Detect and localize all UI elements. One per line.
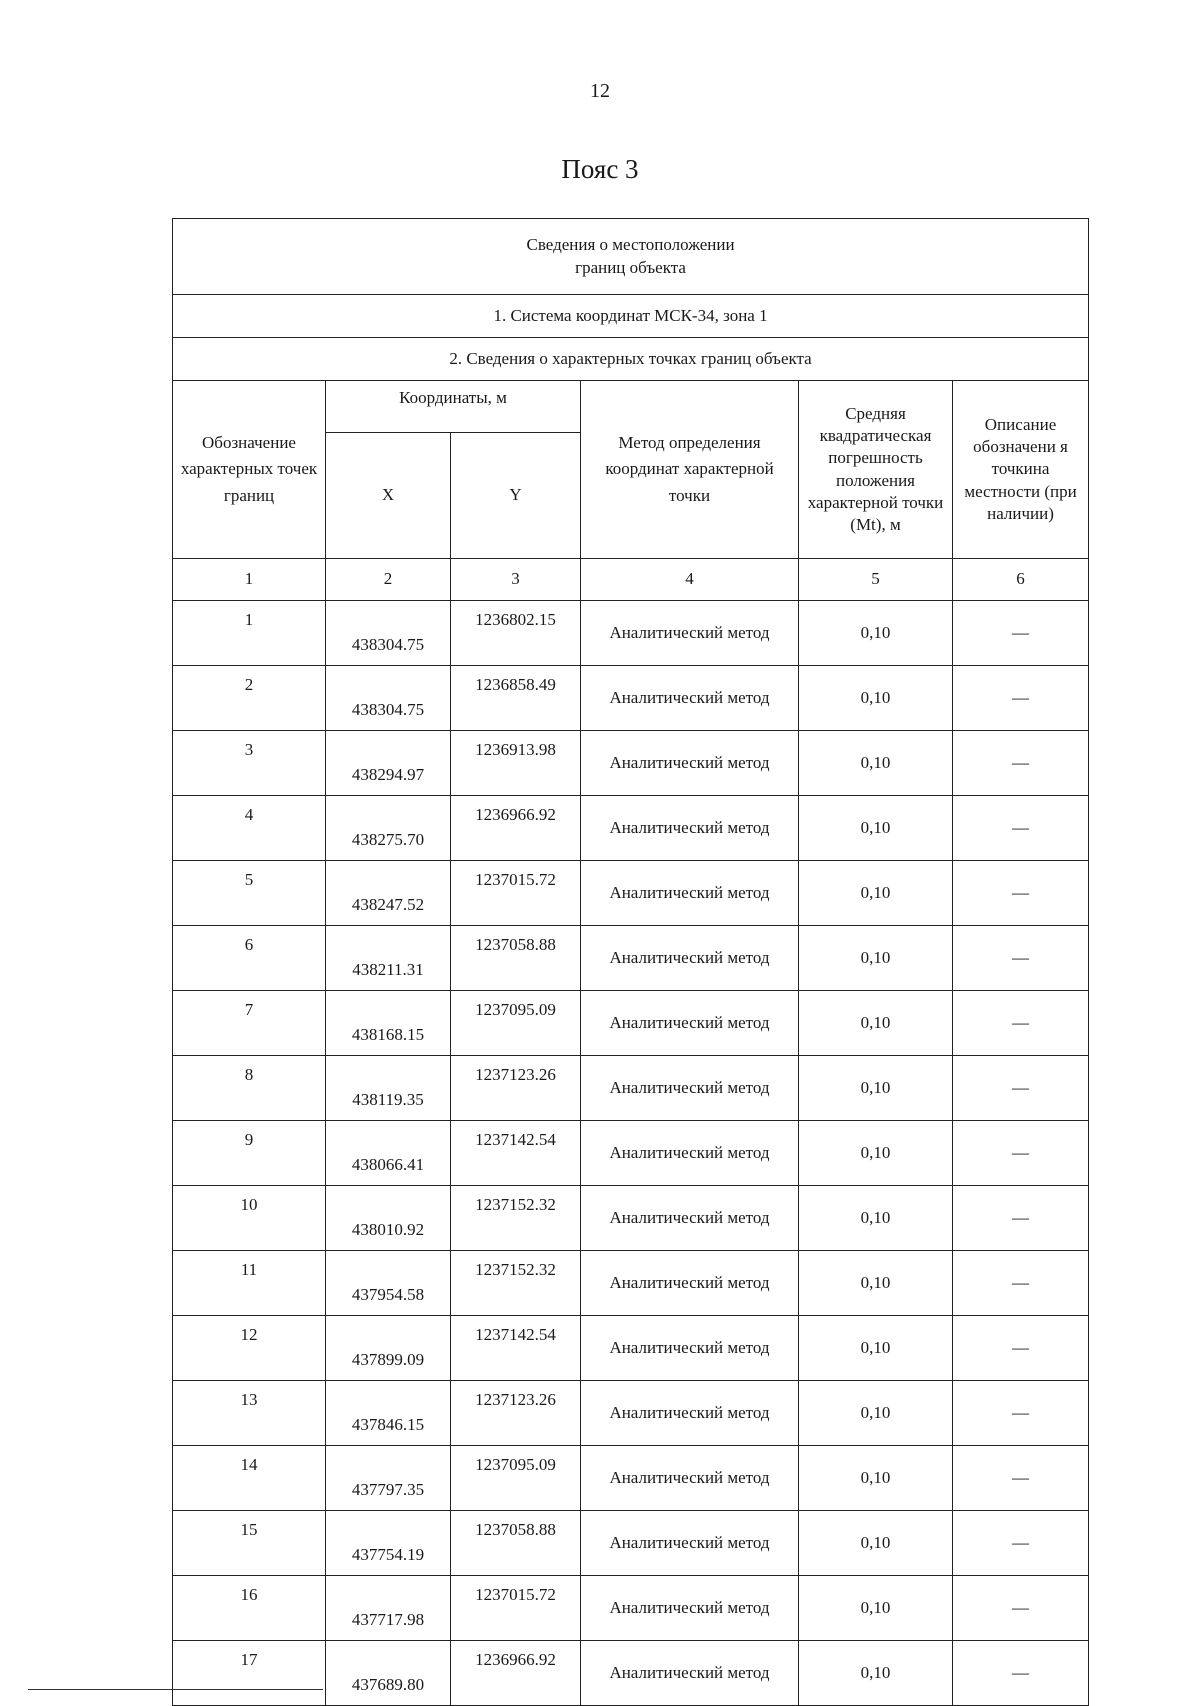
method-cell: Аналитический метод: [581, 1446, 799, 1511]
section-title-line1: Сведения о местоположении: [526, 234, 735, 254]
table-row: [173, 1316, 1089, 1381]
header-description: Описание обозначени я точкина местности (при наличии): [953, 381, 1089, 559]
point-id-cell: 8: [173, 1056, 326, 1121]
point-id-cell: 6: [173, 926, 326, 991]
method-cell: Аналитический метод: [581, 731, 799, 796]
error-cell: 0,10: [799, 1576, 953, 1641]
description-cell: —: [953, 1316, 1089, 1381]
x-coordinate-cell: 438066.41: [326, 1121, 451, 1186]
method-cell: Аналитический метод: [581, 1381, 799, 1446]
point-id-cell: 10: [173, 1186, 326, 1251]
column-number: 1: [173, 559, 326, 601]
description-cell: —: [953, 1056, 1089, 1121]
page-title: Пояс 3: [561, 154, 639, 184]
table-row: [173, 1381, 1089, 1446]
y-coordinate-cell: 1237152.32: [451, 1251, 581, 1316]
y-coordinate-cell: 1236966.92: [451, 1641, 581, 1706]
table-row: [173, 1056, 1089, 1121]
method-cell: Аналитический метод: [581, 991, 799, 1056]
table-row: [173, 1641, 1089, 1706]
x-coordinate-cell: 437954.58: [326, 1251, 451, 1316]
description-cell: —: [953, 1251, 1089, 1316]
table-row: [173, 666, 1089, 731]
section-title: [173, 219, 1089, 295]
y-coordinate-cell: 1236913.98: [451, 731, 581, 796]
table-row: [173, 1186, 1089, 1251]
method-cell: Аналитический метод: [581, 1511, 799, 1576]
table-row: [173, 1251, 1089, 1316]
error-cell: 0,10: [799, 1251, 953, 1316]
description-cell: —: [953, 666, 1089, 731]
column-number: 5: [799, 559, 953, 601]
method-cell: Аналитический метод: [581, 666, 799, 731]
error-cell: 0,10: [799, 601, 953, 666]
header-x: X: [326, 433, 451, 559]
y-coordinate-cell: 1237123.26: [451, 1381, 581, 1446]
error-cell: 0,10: [799, 796, 953, 861]
point-id-cell: 4: [173, 796, 326, 861]
x-coordinate-cell: 438247.52: [326, 861, 451, 926]
x-coordinate-cell: 438304.75: [326, 666, 451, 731]
y-coordinate-cell: 1237058.88: [451, 926, 581, 991]
error-cell: 0,10: [799, 926, 953, 991]
method-cell: Аналитический метод: [581, 861, 799, 926]
page-number: 12: [590, 80, 610, 102]
point-id-cell: 7: [173, 991, 326, 1056]
error-cell: 0,10: [799, 731, 953, 796]
description-cell: —: [953, 1576, 1089, 1641]
x-coordinate-cell: 437846.15: [326, 1381, 451, 1446]
point-id-cell: 15: [173, 1511, 326, 1576]
boundary-points-table: [172, 218, 1089, 1706]
y-coordinate-cell: 1237142.54: [451, 1316, 581, 1381]
description-cell: —: [953, 731, 1089, 796]
point-id-cell: 9: [173, 1121, 326, 1186]
table-row: [173, 601, 1089, 666]
description-cell: —: [953, 1121, 1089, 1186]
x-coordinate-cell: 437689.80: [326, 1641, 451, 1706]
point-id-cell: 16: [173, 1576, 326, 1641]
y-coordinate-cell: 1237095.09: [451, 1446, 581, 1511]
y-coordinate-cell: 1236802.15: [451, 601, 581, 666]
x-coordinate-cell: 437899.09: [326, 1316, 451, 1381]
header-y: Y: [451, 433, 581, 559]
point-id-cell: 11: [173, 1251, 326, 1316]
error-cell: 0,10: [799, 1511, 953, 1576]
y-coordinate-cell: 1236858.49: [451, 666, 581, 731]
error-cell: 0,10: [799, 1446, 953, 1511]
table-row: [173, 926, 1089, 991]
method-cell: Аналитический метод: [581, 1316, 799, 1381]
table-row: [173, 861, 1089, 926]
section-title-line2: границ объекта: [575, 257, 686, 277]
description-cell: —: [953, 991, 1089, 1056]
y-coordinate-cell: 1237152.32: [451, 1186, 581, 1251]
x-coordinate-cell: 438294.97: [326, 731, 451, 796]
description-cell: —: [953, 1446, 1089, 1511]
column-numbers-row: [173, 559, 1089, 601]
column-number: 2: [326, 559, 451, 601]
header-method: Метод определения координат характерной точки: [581, 381, 799, 559]
description-cell: —: [953, 1186, 1089, 1251]
point-id-cell: 5: [173, 861, 326, 926]
point-id-cell: 3: [173, 731, 326, 796]
description-cell: —: [953, 1641, 1089, 1706]
method-cell: Аналитический метод: [581, 1186, 799, 1251]
y-coordinate-cell: 1237015.72: [451, 861, 581, 926]
error-cell: 0,10: [799, 1121, 953, 1186]
method-cell: Аналитический метод: [581, 926, 799, 991]
table-row: [173, 796, 1089, 861]
column-number: 3: [451, 559, 581, 601]
method-cell: Аналитический метод: [581, 796, 799, 861]
description-cell: —: [953, 601, 1089, 666]
description-cell: —: [953, 861, 1089, 926]
x-coordinate-cell: 437797.35: [326, 1446, 451, 1511]
error-cell: 0,10: [799, 861, 953, 926]
method-cell: Аналитический метод: [581, 1121, 799, 1186]
coord-system-row: 1. Система координат МСК-34, зона 1: [173, 295, 1089, 338]
description-cell: —: [953, 1511, 1089, 1576]
header-coordinates: Координаты, м: [326, 381, 581, 433]
table-row: [173, 1576, 1089, 1641]
method-cell: Аналитический метод: [581, 601, 799, 666]
description-cell: —: [953, 1381, 1089, 1446]
x-coordinate-cell: 437717.98: [326, 1576, 451, 1641]
table-row: [173, 991, 1089, 1056]
y-coordinate-cell: 1237058.88: [451, 1511, 581, 1576]
table-row: [173, 731, 1089, 796]
x-coordinate-cell: 438168.15: [326, 991, 451, 1056]
points-title-row: 2. Сведения о характерных точках границ объекта: [173, 338, 1089, 381]
x-coordinate-cell: 438119.35: [326, 1056, 451, 1121]
point-id-cell: 1: [173, 601, 326, 666]
y-coordinate-cell: 1237015.72: [451, 1576, 581, 1641]
method-cell: Аналитический метод: [581, 1576, 799, 1641]
y-coordinate-cell: 1237095.09: [451, 991, 581, 1056]
description-cell: —: [953, 796, 1089, 861]
error-cell: 0,10: [799, 1641, 953, 1706]
method-cell: Аналитический метод: [581, 1641, 799, 1706]
y-coordinate-cell: 1237123.26: [451, 1056, 581, 1121]
error-cell: 0,10: [799, 1056, 953, 1121]
error-cell: 0,10: [799, 1316, 953, 1381]
error-cell: 0,10: [799, 1186, 953, 1251]
point-id-cell: 13: [173, 1381, 326, 1446]
x-coordinate-cell: 438275.70: [326, 796, 451, 861]
header-error: Средняя квадратическая погрешность положения характерной точки (Mt), м: [799, 381, 953, 559]
x-coordinate-cell: 438010.92: [326, 1186, 451, 1251]
x-coordinate-cell: 438304.75: [326, 601, 451, 666]
x-coordinate-cell: 437754.19: [326, 1511, 451, 1576]
x-coordinate-cell: 438211.31: [326, 926, 451, 991]
table-row: [173, 1511, 1089, 1576]
description-cell: —: [953, 926, 1089, 991]
point-id-cell: 2: [173, 666, 326, 731]
method-cell: Аналитический метод: [581, 1251, 799, 1316]
column-number: 4: [581, 559, 799, 601]
point-id-cell: 14: [173, 1446, 326, 1511]
table-row: [173, 1446, 1089, 1511]
y-coordinate-cell: 1237142.54: [451, 1121, 581, 1186]
method-cell: Аналитический метод: [581, 1056, 799, 1121]
point-id-cell: 17: [173, 1641, 326, 1706]
error-cell: 0,10: [799, 991, 953, 1056]
point-id-cell: 12: [173, 1316, 326, 1381]
error-cell: 0,10: [799, 1381, 953, 1446]
y-coordinate-cell: 1236966.92: [451, 796, 581, 861]
header-point-id: Обозначение характерных точек границ: [173, 381, 326, 559]
error-cell: 0,10: [799, 666, 953, 731]
footnote-separator: [28, 1689, 323, 1690]
table-row: [173, 1121, 1089, 1186]
column-number: 6: [953, 559, 1089, 601]
